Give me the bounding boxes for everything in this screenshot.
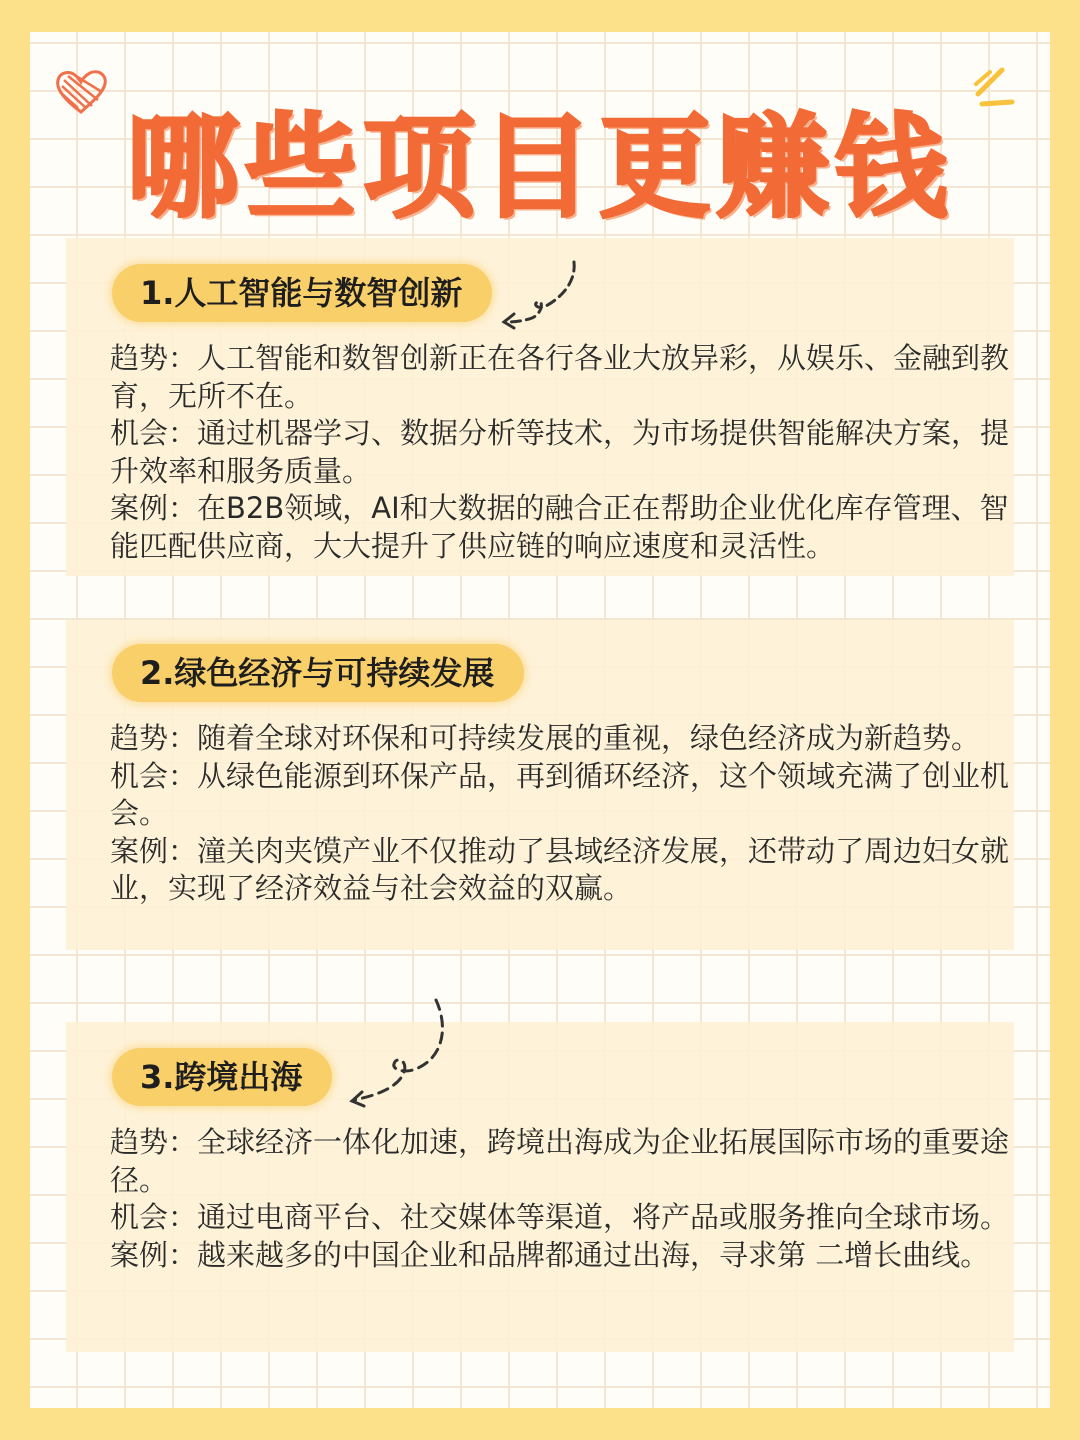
case-text: 案例：在B2B领域，AI和大数据的融合正在帮助企业优化库存管理、智能匹配供应商，大大提升了供应链的响应速度和灵活性。	[110, 491, 1009, 563]
page-title: 哪些项目更赚钱	[127, 103, 953, 233]
section-body	[110, 340, 1010, 565]
opportunity-text: 机会：通过机器学习、数据分析等技术，为市场提供智能解决方案，提升效率和服务质量。	[110, 416, 1010, 488]
opportunity-text: 机会：从绿色能源到环保产品，再到循环经济，这个领域充满了创业机会。	[110, 758, 1010, 830]
section-heading: 2.绿色经济与可持续发展	[112, 644, 524, 702]
trend-text: 趋势：随着全球对环保和可持续发展的重视，绿色经济成为新趋势。	[110, 721, 981, 755]
section-heading: 3.跨境出海	[112, 1048, 332, 1106]
dashed-arrow-icon	[344, 996, 450, 1112]
trend-text: 趋势：全球经济一体化加速，跨境出海成为企业拓展国际市场的重要途径。	[110, 1125, 1010, 1197]
dashed-arrow-icon	[498, 258, 582, 330]
section-body	[110, 1124, 1010, 1274]
section-heading: 1.人工智能与数智创新	[112, 264, 492, 322]
trend-text: 趋势：人工智能和数智创新正在各行各业大放异彩，从娱乐、金融到教育，无所不在。	[110, 341, 1010, 413]
section-body	[110, 720, 1010, 908]
case-text: 案例：潼关肉夹馍产业不仅推动了县域经济发展，还带动了周边妇女就业，实现了经济效益与社会效益的双赢。	[110, 833, 1010, 905]
case-text: 案例：越来越多的中国企业和品牌都通过出海，寻求第 二增长曲线。	[110, 1237, 990, 1272]
opportunity-text: 机会：通过电商平台、社交媒体等渠道，将产品或服务推向全球市场。	[110, 1200, 1010, 1234]
